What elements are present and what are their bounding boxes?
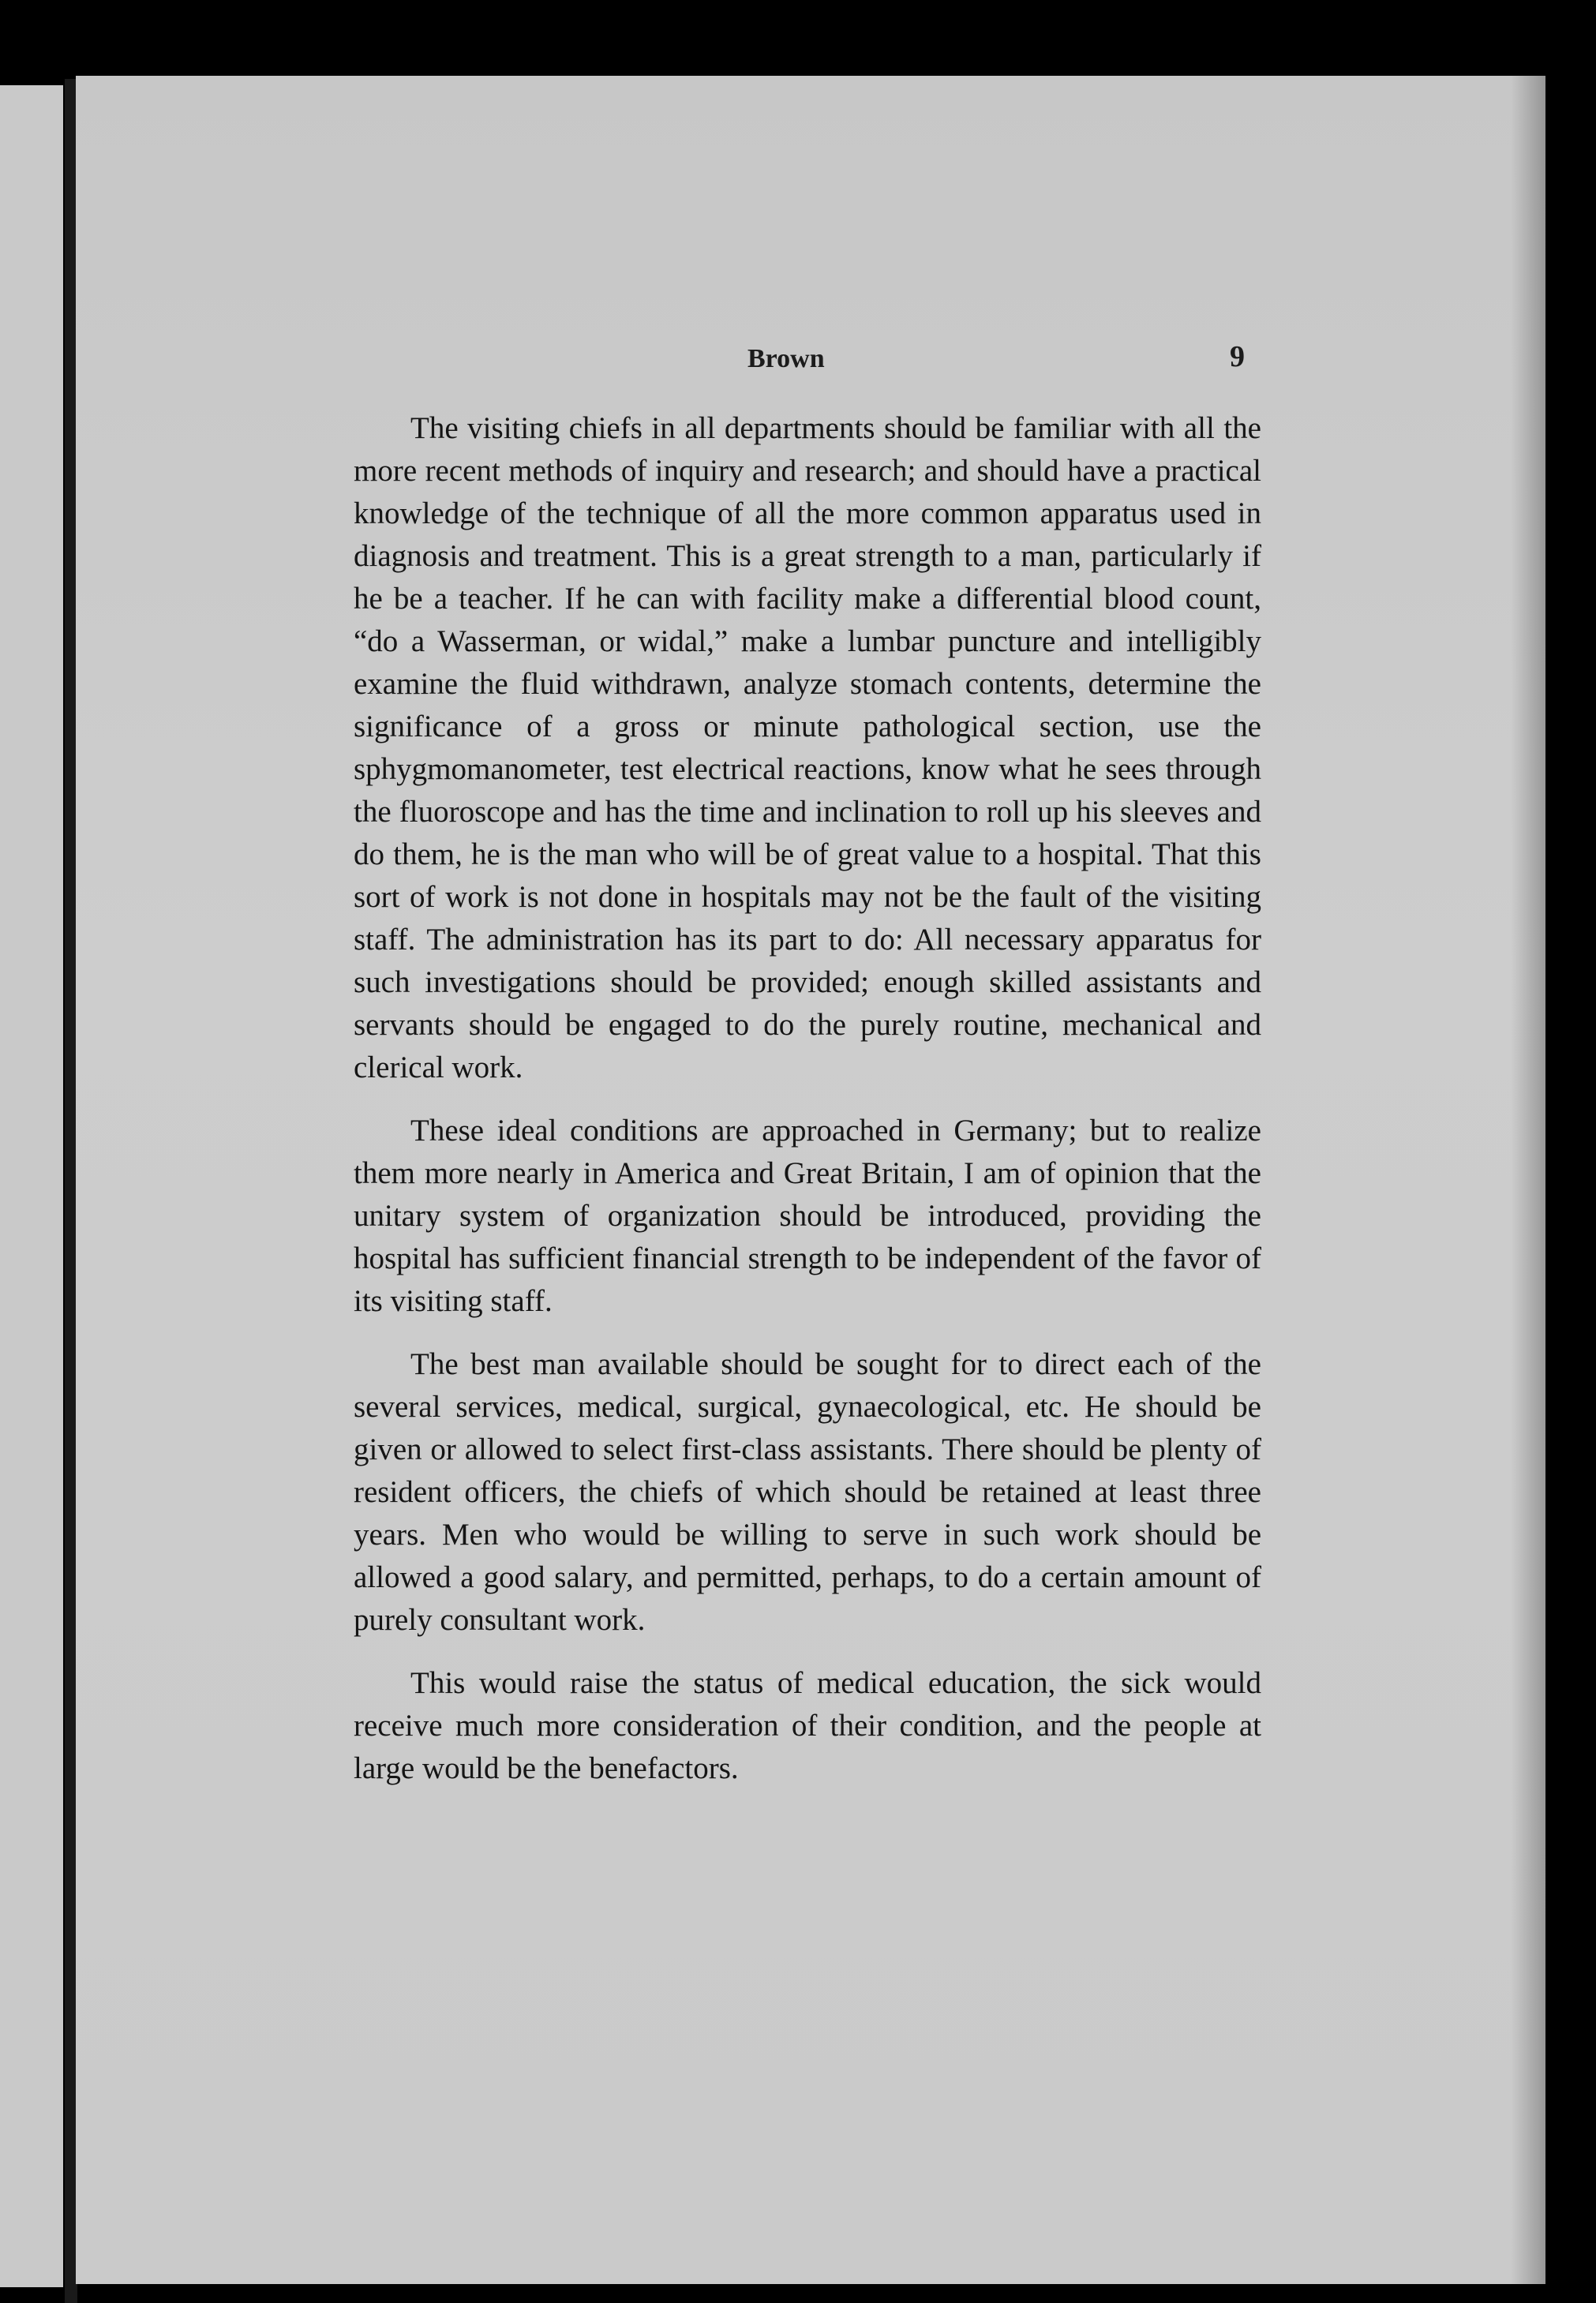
adjacent-page-edge: [0, 85, 63, 2287]
paragraph: The visiting chiefs in all departments should be familiar with all the more recent methods of inquiry and research; and should have a practical knowledge of the technique of all the more common apparatus used in diagnosis and treatment. This is a great strength to a man, particularly if he be a teacher. If he can with facility make a differential blood count, “do a Wasserman, or widal,” make a lumbar puncture and intelligibly examine the fluid withdrawn, analyze stomach contents, determine the significance of a gross or minute pathological section, use the sphygmomanometer, test electrical reactions, know what he sees through the fluoroscope and has the time and inclination to roll up his sleeves and do them, he is the man who will be of great value to a hospital. That this sort of work is not done in hospitals may not be the fault of the visiting staff. The administration has its part to do: All necessary apparatus for such investigations should be provided; enough skilled assistants and servants should be engaged to do the purely routine, mechanical and clerical work.: [354, 411, 1261, 1084]
body-text: [354, 407, 1261, 1811]
paragraph: This would raise the status of medical education, the sick would receive much more consideration of their condition, and the people at large would be the benefactors.: [354, 1666, 1261, 1785]
paragraph: The best man available should be sought for to direct each of the several services, medical, surgical, gynaecological, etc. He should be given or allowed to select first-class assistants. There should be plenty of resident officers, the chiefs of which should be retained at least three years. Men who would be willing to serve in such work should be allowed a good salary, and permitted, perhaps, to do a certain amount of purely consultant work.: [354, 1347, 1261, 1637]
page-number: 9: [1230, 340, 1245, 373]
running-title: Brown: [747, 344, 825, 373]
book-page: [76, 76, 1545, 2284]
running-head: [76, 340, 1545, 391]
paragraph: These ideal conditions are approached in Germany; but to realize them more nearly in America and Great Britain, I am of opinion that the unitary system of organization should be introduced, providing the hospital has sufficient financial strength to be independent of the favor of its visiting staff.: [354, 1114, 1261, 1318]
